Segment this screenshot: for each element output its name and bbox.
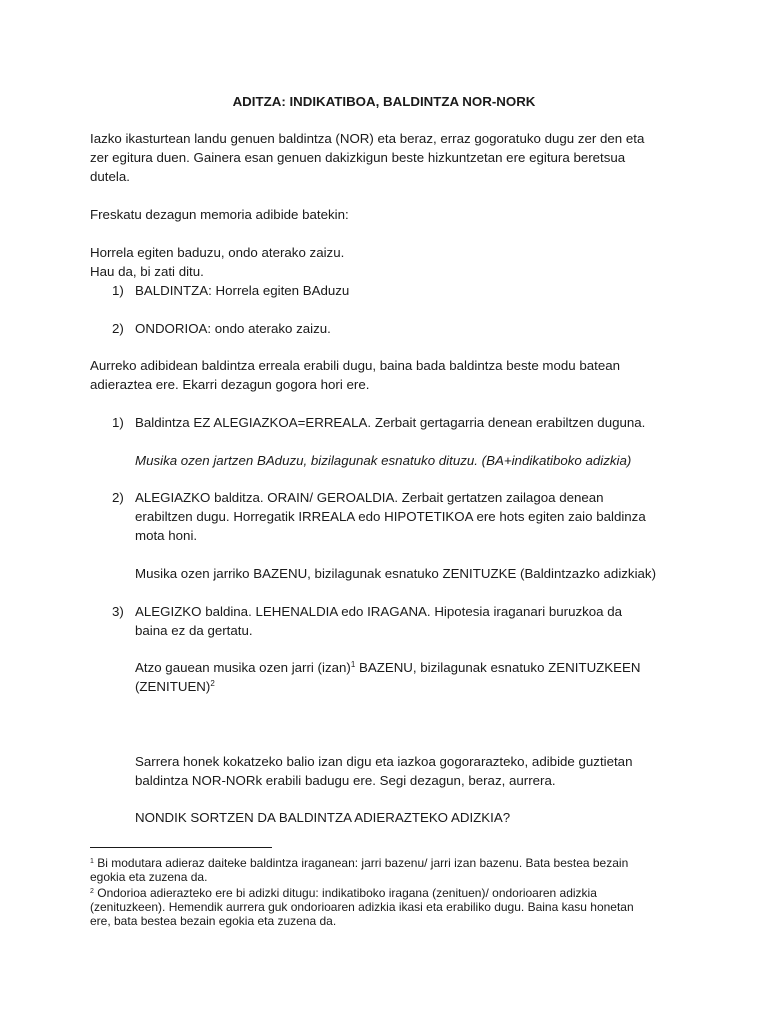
closing-line: Sarrera honek kokatzeko balio izan digu eta iazkoa gogorarazteko, adibide guztietan: [135, 754, 633, 769]
example-part: BAZENU, bizilagunak esnatuko ZENITUZKEEN: [355, 660, 641, 675]
list-text: ONDORIOA: ondo aterako zaizu.: [135, 321, 331, 336]
example-italic: Musika ozen jartzen BAduzu, bizilagunak esnatuko dituzu. (BA+indikatiboko adizkia): [135, 453, 632, 468]
example-text: Musika ozen jarriko BAZENU, bizilagunak esnatuko ZENITUZKE (Baldintzazko adizkiak): [135, 566, 656, 581]
two-parts-text: Hau da, bi zati ditu.: [90, 264, 204, 279]
transition-line: adieraztea ere. Ekarri dezagun gogora hori ere.: [90, 377, 370, 392]
transition-paragraph: [90, 356, 690, 394]
example-part: (ZENITUEN): [135, 679, 211, 694]
list-number: 1): [112, 283, 124, 298]
footnote-line: Bi modutara adieraz daiteke baldintza iraganean: jarri bazenu/ jarri izan bazenu. Bata bestea bezain: [93, 856, 629, 870]
transition-line: Aurreko adibidean baldintza erreala erabili dugu, baina bada baldintza beste modu batean: [90, 358, 621, 373]
footnote-line: Ondorioa adierazteko ere bi adizki ditugu: indikatiboko iragana (zenituen)/ ondorioaren adizkia: [93, 886, 597, 900]
list-text: ALEGIZKO baldina. LEHENALDIA edo IRAGANA. Hipotesia iraganari buruzkoa da: [135, 604, 623, 619]
intro-line: Iazko ikasturtean landu genuen baldintza (NOR) eta beraz, erraz gogoratuko dugu zer den eta: [90, 131, 645, 146]
list-number: 2): [112, 321, 124, 336]
memory-text: Freskatu dezagun memoria adibide batekin:: [90, 207, 349, 222]
example-part: Atzo gauean musika ozen jarri (izan): [135, 660, 351, 675]
list-text: Baldintza EZ ALEGIAZKOA=ERREALA. Zerbait gertagarria denean erabiltzen duguna.: [135, 415, 646, 430]
intro-line: dutela.: [90, 169, 130, 184]
footnote-line: ere, bata bestea bezain egokia eta zuzena da.: [90, 914, 337, 928]
closing-paragraph: [135, 752, 695, 790]
footnote-divider: [90, 847, 272, 848]
list-text: erabiltzen dugu. Horregatik IRREALA edo HIPOTETIKOA ere hots egiten zaio baldinza: [135, 509, 646, 524]
intro-line: zer egitura duen. Gainera esan genuen dakizkigun beste hizkuntzetan ere egitura beretsua: [90, 150, 626, 165]
list-number: 3): [112, 604, 124, 619]
footnote-mark: 1: [90, 858, 94, 865]
footnote-2: [90, 886, 690, 928]
example-text-footnoted: [135, 658, 695, 696]
footnote-ref-1[interactable]: 1: [350, 660, 356, 669]
list-text: mota honi.: [135, 528, 198, 543]
footnote-line: (zenituzkeen). Hemendik aurrera guk ondorioaren adizkia ikasi eta erabiliko dugu. Baina kasu honetan: [90, 900, 634, 914]
list-item: [112, 488, 695, 545]
list-item: [112, 602, 695, 640]
example-sentence: Horrela egiten baduzu, ondo aterako zaizu.: [90, 245, 345, 260]
list-text: ALEGIAZKO balditza. ORAIN/ GEROALDIA. Zerbait gertatzen zailagoa denean: [135, 490, 604, 505]
page-title: ADITZA: INDIKATIBOA, BALDINTZA NOR-NORK: [232, 94, 536, 109]
list-item: [112, 319, 695, 338]
closing-line: baldintza NOR-NORk erabili badugu ere. Segi dezagun, beraz, aurrera.: [135, 773, 556, 788]
list-text: BALDINTZA: Horrela egiten BAduzu: [135, 283, 350, 298]
footnote-mark: 2: [90, 888, 94, 895]
footnote-1: [90, 856, 690, 884]
list-item: [112, 281, 695, 300]
footnote-ref-2[interactable]: 2: [210, 679, 215, 688]
list-text: baina ez da gertatu.: [135, 623, 253, 638]
list-item: [112, 413, 695, 432]
intro-paragraph: [90, 129, 690, 186]
list-number: 1): [112, 415, 124, 430]
section-question: NONDIK SORTZEN DA BALDINTZA ADIERAZTEKO ADIZKIA?: [135, 810, 511, 825]
list-number: 2): [112, 490, 124, 505]
footnote-line: egokia eta zuzena da.: [90, 870, 208, 884]
